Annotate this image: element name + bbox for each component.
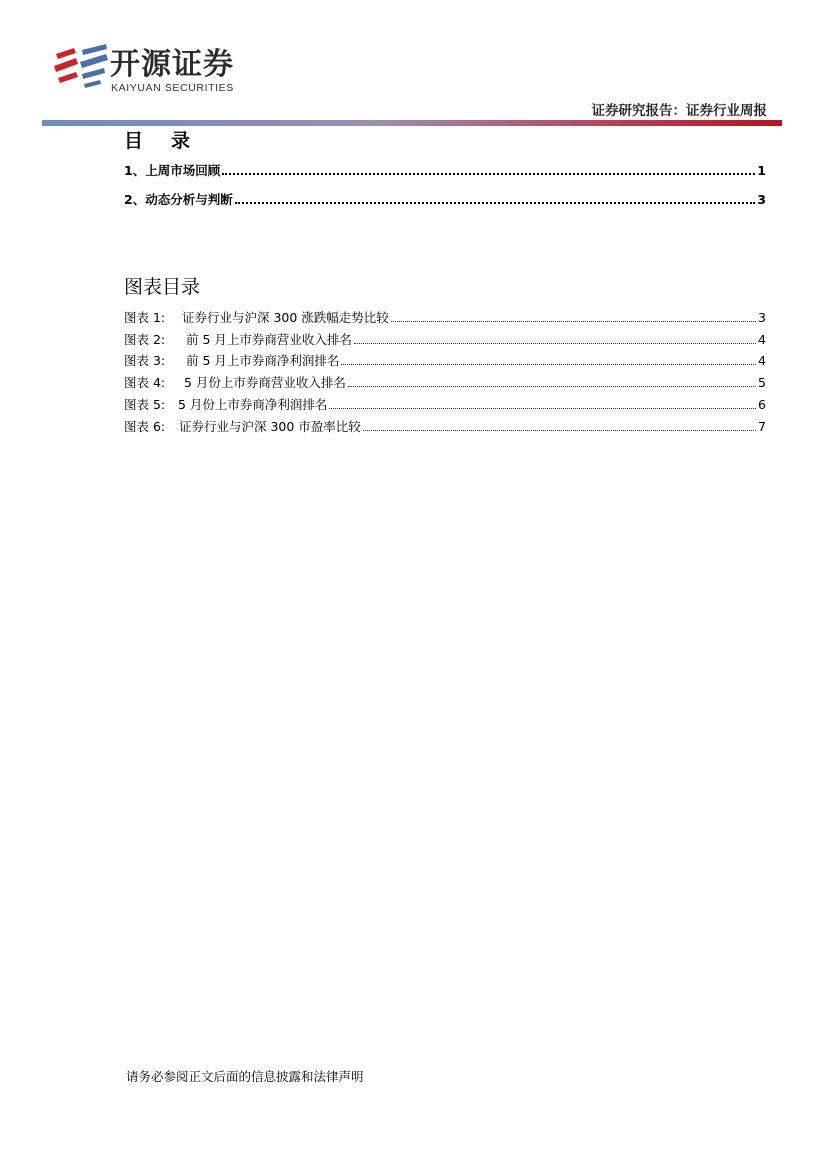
toc-leader: [235, 201, 756, 204]
figure-entry-label: 图表 4:: [124, 375, 166, 390]
figure-entry-label: 图表 5:: [124, 397, 166, 412]
figures-title: 图表目录: [124, 276, 201, 298]
figure-entry-page: 4: [758, 353, 766, 368]
figure-leader: [348, 385, 756, 387]
figure-entry-page: 6: [758, 397, 766, 412]
figure-leader: [329, 407, 756, 409]
figure-entry-text: 证券行业与沪深 300 市盈率比较: [179, 419, 361, 434]
brand-name-cn: 开源证券: [110, 47, 234, 82]
figure-entry[interactable]: [124, 310, 766, 326]
toc-entry[interactable]: [124, 192, 766, 208]
figure-entry-label: 图表 1:: [124, 310, 166, 325]
toc-entry-label: 1、上周市场回顾: [124, 163, 221, 178]
figure-entry-label: 图表 2:: [124, 332, 166, 347]
figure-entry-page: 5: [758, 375, 766, 390]
figure-entry-text: 前 5 月上市券商营业收入排名: [186, 332, 352, 347]
figure-entry-page: 3: [758, 310, 766, 325]
report-type: 证券研究报告：证券行业周报: [591, 103, 767, 119]
figure-leader: [363, 429, 756, 431]
brand-name-en: KAIYUAN SECURITIES: [111, 82, 234, 94]
figure-entry[interactable]: [124, 397, 766, 413]
toc-entry-page: 1: [757, 163, 766, 178]
figure-leader: [391, 320, 756, 322]
figure-entry-text: 5 月份上市券商净利润排名: [178, 397, 328, 412]
figure-entry[interactable]: [124, 353, 766, 369]
figure-entry-text: 证券行业与沪深 300 涨跌幅走势比较: [182, 310, 389, 325]
toc-entry-label: 2、动态分析与判断: [124, 192, 233, 207]
figure-entry-text: 前 5 月上市券商净利润排名: [186, 353, 340, 368]
kaiyuan-logo: [52, 44, 252, 96]
figure-leader: [354, 342, 756, 344]
figure-entry-page: 7: [758, 419, 766, 434]
toc-entry[interactable]: [124, 163, 766, 179]
figure-entry-label: 图表 3:: [124, 353, 166, 368]
figure-entry-label: 图表 6:: [124, 419, 166, 434]
toc-leader: [222, 172, 755, 175]
figure-leader: [341, 363, 756, 365]
figure-entry-page: 4: [758, 332, 766, 347]
kaiyuan-logo-mark-icon: [52, 44, 108, 96]
figure-entry[interactable]: [124, 332, 766, 348]
toc-entry-page: 3: [757, 192, 766, 207]
figure-entry-text: 5 月份上市券商营业收入排名: [184, 375, 346, 390]
figure-entry[interactable]: [124, 419, 766, 435]
figure-entry[interactable]: [124, 375, 766, 391]
footer-disclaimer: 请务必参阅正文后面的信息披露和法律声明: [126, 1069, 364, 1084]
toc-title: 目录: [124, 130, 219, 152]
